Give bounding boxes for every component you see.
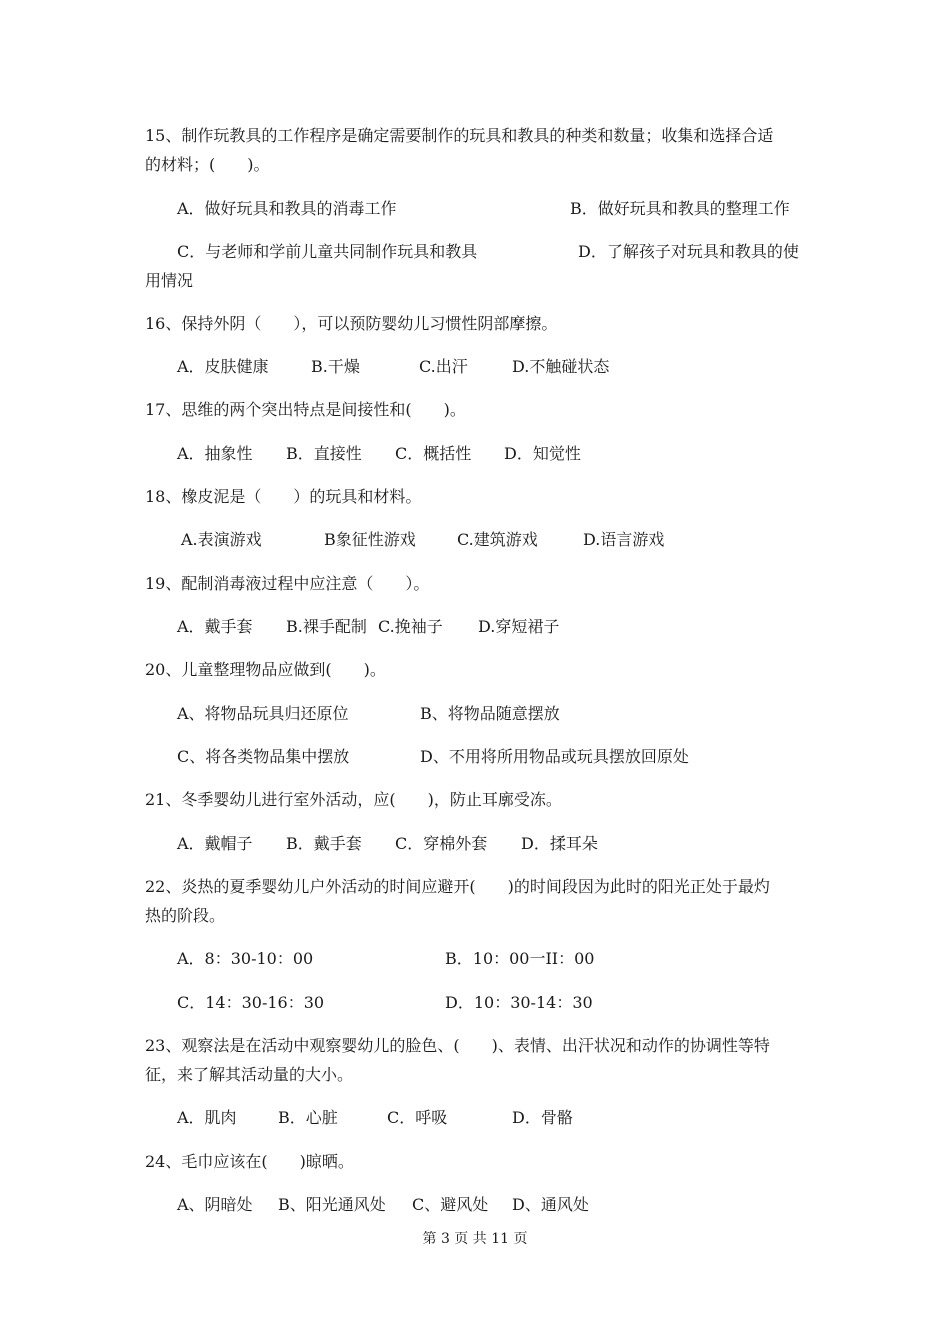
question-16-option-a: A．皮肤健康 xyxy=(177,357,269,376)
question-22-option-d: D．10：30-14：30 xyxy=(445,993,593,1012)
question-18-option-a: A.表演游戏 xyxy=(181,530,262,549)
question-20-option-a: A、将物品玩具归还原位 xyxy=(177,704,349,723)
question-21-option-d: D．揉耳朵 xyxy=(521,834,598,853)
question-17-option-b: B．直接性 xyxy=(286,444,362,463)
question-15-option-d-wrap: 用情况 xyxy=(145,271,194,290)
question-19-option-c: C.挽袖子 xyxy=(378,617,443,636)
question-22-option-b: B．10：00一II：00 xyxy=(445,949,595,968)
question-15-line-1: 15、制作玩教具的工作程序是确定需要制作的玩具和教具的种类和数量；收集和选择合适 xyxy=(145,126,774,145)
question-24-option-a: A、阴暗处 xyxy=(177,1195,253,1214)
question-20-option-d: D、不用将所用物品或玩具摆放回原处 xyxy=(420,747,689,766)
question-21-option-b: B．戴手套 xyxy=(286,834,362,853)
question-19-line-1: 19、配制消毒液过程中应注意（ ）。 xyxy=(145,574,430,593)
question-23-option-a: A．肌肉 xyxy=(177,1108,237,1127)
question-19-option-d: D.穿短裙子 xyxy=(478,617,560,636)
question-15-option-d: D．了解孩子对玩具和教具的使 xyxy=(578,242,799,261)
question-23-option-d: D．骨骼 xyxy=(512,1108,573,1127)
question-24-option-b: B、阳光通风处 xyxy=(278,1195,386,1214)
question-16-option-b: B.干燥 xyxy=(311,357,360,376)
question-24-option-d: D、通风处 xyxy=(512,1195,589,1214)
question-16-line-1: 16、保持外阴（ ），可以预防婴幼儿习惯性阴部摩擦。 xyxy=(145,314,558,333)
question-20-line-1: 20、儿童整理物品应做到( )。 xyxy=(145,660,386,679)
question-16-option-d: D.不触碰状态 xyxy=(512,357,610,376)
question-15-line-2: 的材料；( )。 xyxy=(145,155,270,174)
question-23-option-c: C．呼吸 xyxy=(387,1108,448,1127)
question-17-option-c: C．概括性 xyxy=(395,444,472,463)
question-15-option-c: C．与老师和学前儿童共同制作玩具和教具 xyxy=(177,242,478,261)
question-22-line-2: 热的阶段。 xyxy=(145,906,226,925)
question-20-option-b: B、将物品随意摆放 xyxy=(420,704,560,723)
page-number: 第 3 页 共 11 页 xyxy=(422,1231,528,1247)
question-24-option-c: C、避风处 xyxy=(412,1195,489,1214)
question-23-option-b: B．心脏 xyxy=(278,1108,338,1127)
question-19-option-a: A．戴手套 xyxy=(177,617,253,636)
question-18-option-b: B象征性游戏 xyxy=(324,530,416,549)
question-15-option-a: A．做好玩具和教具的消毒工作 xyxy=(177,199,397,218)
question-23-line-1: 23、观察法是在活动中观察婴幼儿的脸色、( )、表情、出汗状况和动作的协调性等特 xyxy=(145,1036,770,1055)
question-24-line-1: 24、毛巾应该在( )晾晒。 xyxy=(145,1152,354,1171)
question-21-option-c: C．穿棉外套 xyxy=(395,834,488,853)
question-18-option-d: D.语言游戏 xyxy=(583,530,665,549)
question-21-line-1: 21、冬季婴幼儿进行室外活动，应( )，防止耳廓受冻。 xyxy=(145,790,562,809)
question-22-option-a: A．8：30-10：00 xyxy=(177,949,314,968)
question-22-option-c: C．14：30-16：30 xyxy=(177,993,325,1012)
question-17-option-a: A．抽象性 xyxy=(177,444,253,463)
question-20-option-c: C、将各类物品集中摆放 xyxy=(177,747,350,766)
question-15-option-b: B．做好玩具和教具的整理工作 xyxy=(570,199,790,218)
question-16-option-c: C.出汗 xyxy=(419,357,468,376)
question-18-option-c: C.建筑游戏 xyxy=(457,530,538,549)
question-17-option-d: D．知觉性 xyxy=(504,444,581,463)
question-22-line-1: 22、炎热的夏季婴幼儿户外活动的时间应避开( )的时间段因为此时的阳光正处于最灼 xyxy=(145,877,770,896)
question-17-line-1: 17、思维的两个突出特点是间接性和( )。 xyxy=(145,400,466,419)
question-19-option-b: B.裸手配制 xyxy=(286,617,367,636)
question-23-line-2: 征，来了解其活动量的大小。 xyxy=(145,1065,354,1084)
question-21-option-a: A．戴帽子 xyxy=(177,834,253,853)
question-18-line-1: 18、橡皮泥是（ ）的玩具和材料。 xyxy=(145,487,422,506)
